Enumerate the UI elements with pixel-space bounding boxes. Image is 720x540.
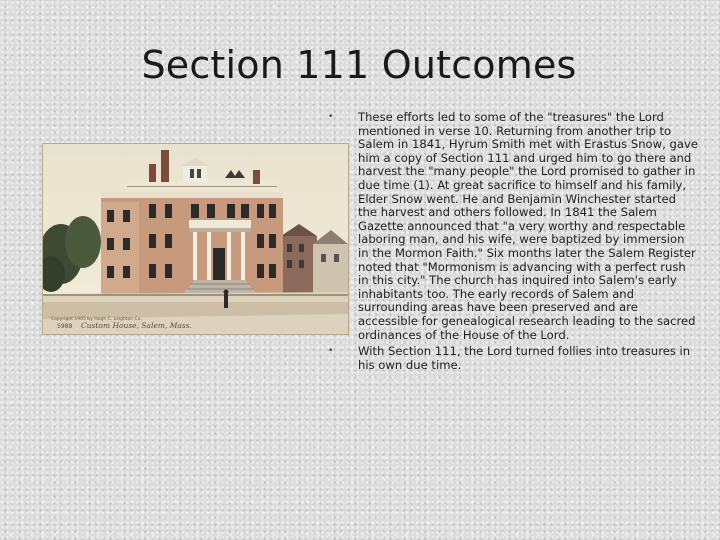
bullet-marker: • bbox=[328, 112, 334, 122]
bullet-marker: • bbox=[328, 346, 334, 357]
image-number-text: 5988 bbox=[57, 323, 73, 330]
custom-house-postcard-image bbox=[42, 143, 349, 335]
slide-title: Section 111 Outcomes bbox=[141, 43, 577, 87]
bullet-text: With Section 111, the Lord turned follies into treasures in his own due time. bbox=[358, 344, 691, 372]
bullet-item-treasures bbox=[328, 111, 698, 342]
image-copyright-text: Copyright 1905 by Hugh C. Leighton Co. bbox=[51, 317, 142, 322]
bullet-list bbox=[328, 111, 698, 372]
bullet-text: These efforts led to some of the "treasures" the Lord mentioned in verse 10. Returning from another trip to Salem in 1841, Hyrum Smith met with Erastus Snow, gave him a copy of Section 111 and urged him to go there and harvest the "many people" the Lord promised to gather in due time (1). At great sacrifice to himself and his family, Elder Snow went. He and Benjamin Winchester started the harvest and others followed. In 1841 the Salem Gazette announced that "a very worthy and respectable laboring man, and his wife, were baptized by immersion in the Mormon Faith." Six months later the Salem Register noted that "Mormonism is advancing with a perfect rush in this city." The church has inquired into Salem's early inhabitants too. The early records of Salem and surrounding areas have been preserved and are accessible for genealogical research leading to the sacred ordinances of the House of the Lord. bbox=[358, 110, 698, 342]
bullet-item-follies bbox=[328, 345, 698, 372]
image-caption-text: Custom House, Salem, Mass. bbox=[81, 321, 192, 330]
